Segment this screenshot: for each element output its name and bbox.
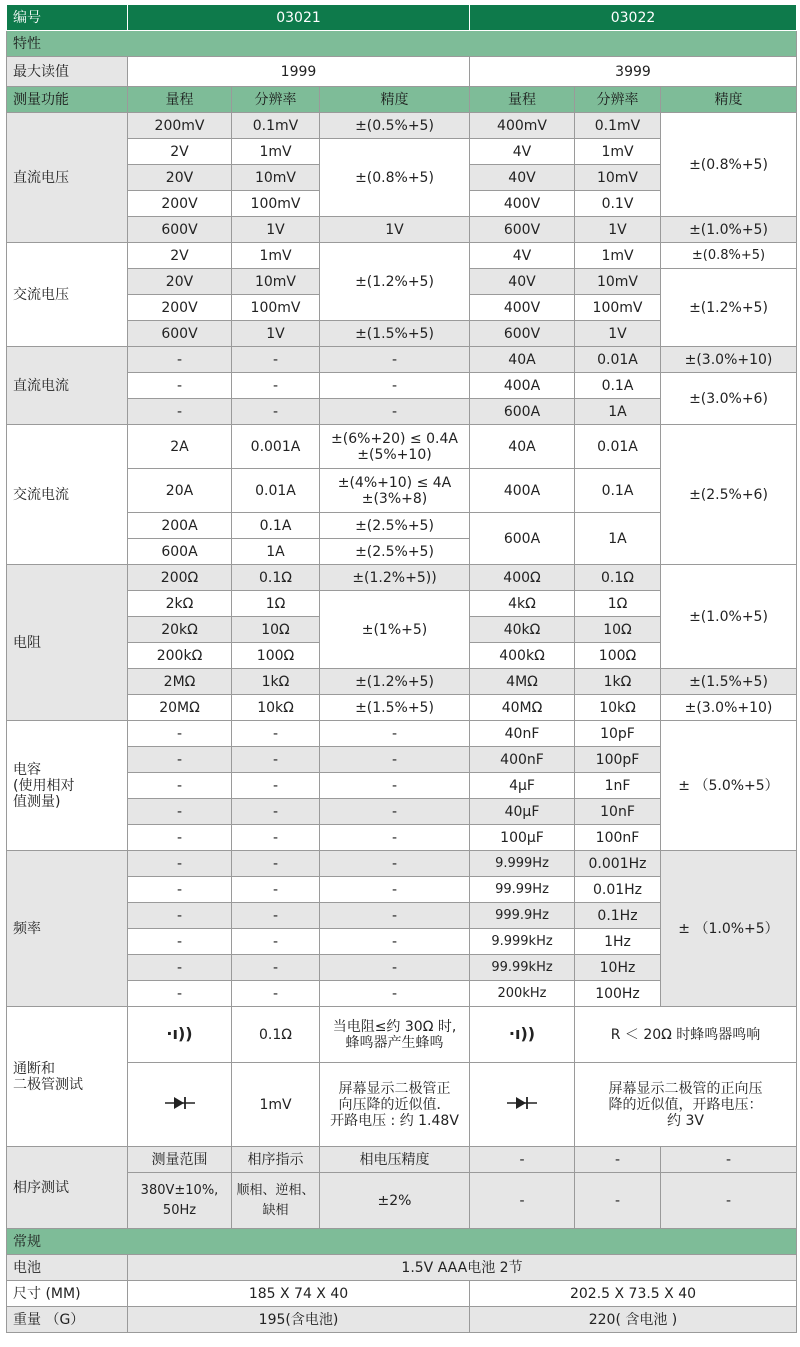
cell: 1Hz xyxy=(575,929,661,955)
cell: - xyxy=(128,903,232,929)
cell: 200A xyxy=(128,513,232,539)
cell: - xyxy=(232,851,320,877)
cell: 10Hz xyxy=(575,955,661,981)
cell: 20A xyxy=(128,469,232,513)
cell: 40V xyxy=(470,269,575,295)
cell: - xyxy=(232,877,320,903)
cell: - xyxy=(320,877,470,903)
cell: 400mV xyxy=(470,113,575,139)
cell: 1kΩ xyxy=(575,669,661,695)
func-cap: 电容 (使用相对 值测量) xyxy=(7,721,128,851)
cell: 1mV xyxy=(232,1063,320,1147)
cell: 10nF xyxy=(575,799,661,825)
cell: 10mV xyxy=(575,269,661,295)
cell: ±2% xyxy=(320,1173,470,1229)
cell: - xyxy=(320,773,470,799)
func-cont: 通断和 二极管测试 xyxy=(7,1007,128,1147)
cell: 200Ω xyxy=(128,565,232,591)
header-label: 编号 xyxy=(7,5,128,31)
cell: - xyxy=(232,981,320,1007)
cell: - xyxy=(232,399,320,425)
func-aca: 交流电流 xyxy=(7,425,128,565)
cell: 1A xyxy=(575,399,661,425)
cell: 0.1A xyxy=(575,373,661,399)
section-general: 常规 xyxy=(7,1229,797,1255)
cell: 1V xyxy=(320,217,470,243)
cell: 1Ω xyxy=(232,591,320,617)
max-reading-b: 3999 xyxy=(470,57,797,87)
weight-a: 195(含电池) xyxy=(128,1307,470,1333)
col-range-b: 量程 xyxy=(470,87,575,113)
cell: ±(2.5%+5) xyxy=(320,539,470,565)
cell: 100mV xyxy=(232,191,320,217)
cell: 顺相、逆相、 缺相 xyxy=(232,1173,320,1229)
buzzer-icon-a xyxy=(128,1007,232,1063)
cell: 0.1Ω xyxy=(575,565,661,591)
cell: 0.01A xyxy=(575,347,661,373)
cell: 200kHz xyxy=(470,981,575,1007)
cell: - xyxy=(661,1173,797,1229)
weight-label: 重量 （G） xyxy=(7,1307,128,1333)
cell: - xyxy=(320,825,470,851)
cell: 0.1A xyxy=(575,469,661,513)
max-reading-row xyxy=(7,57,797,87)
cell: - xyxy=(575,1147,661,1173)
cell: 40A xyxy=(470,425,575,469)
battery-row xyxy=(7,1255,797,1281)
cell: ±(1.5%+5) xyxy=(661,669,797,695)
cell: 400V xyxy=(470,191,575,217)
cell: ±(1.2%+5) xyxy=(320,669,470,695)
cell: 屏幕显示二极管的正向压 降的近似值，开路电压： 约 3V xyxy=(575,1063,797,1147)
table-row xyxy=(7,243,797,269)
cell: 当电阻≤约 30Ω 时, 蜂鸣器产生蜂鸣 xyxy=(320,1007,470,1063)
cell: 600A xyxy=(128,539,232,565)
cell: - xyxy=(128,773,232,799)
cell: 380V±10%, 50Hz xyxy=(128,1173,232,1229)
cell: 0.1mV xyxy=(575,113,661,139)
func-res: 电阻 xyxy=(7,565,128,721)
cell: 1mV xyxy=(575,139,661,165)
cell: - xyxy=(128,877,232,903)
cell: - xyxy=(575,1173,661,1229)
cell: 100Ω xyxy=(575,643,661,669)
cell: - xyxy=(128,929,232,955)
cell: 2MΩ xyxy=(128,669,232,695)
cell: - xyxy=(470,1173,575,1229)
table-row xyxy=(7,721,797,747)
cell: 0.1mV xyxy=(232,113,320,139)
cell: 100mV xyxy=(232,295,320,321)
cell: 10Ω xyxy=(575,617,661,643)
cell: 20kΩ xyxy=(128,617,232,643)
diode-icon-a xyxy=(128,1063,232,1147)
cell: 100μF xyxy=(470,825,575,851)
cell: - xyxy=(128,955,232,981)
cell: 0.01A xyxy=(575,425,661,469)
buzzer-icon: ·ı)) xyxy=(508,1024,536,1043)
cell: 100nF xyxy=(575,825,661,851)
cell: 400V xyxy=(470,295,575,321)
cell: 100Hz xyxy=(575,981,661,1007)
table-row xyxy=(7,347,797,373)
cell: 200V xyxy=(128,191,232,217)
cell: - xyxy=(232,825,320,851)
cell: - xyxy=(128,747,232,773)
cell: 99.99Hz xyxy=(470,877,575,903)
cell: 40kΩ xyxy=(470,617,575,643)
cell: ±(0.8%+5) xyxy=(661,243,797,269)
cell: 2kΩ xyxy=(128,591,232,617)
cell: - xyxy=(320,747,470,773)
cell: 40V xyxy=(470,165,575,191)
cell: - xyxy=(320,347,470,373)
cell: 400A xyxy=(470,373,575,399)
cell: ±(0.8%+5) xyxy=(661,113,797,217)
cell: 1V xyxy=(575,217,661,243)
col-accuracy-a: 精度 xyxy=(320,87,470,113)
cell: 测量范围 xyxy=(128,1147,232,1173)
size-a: 185 X 74 X 40 xyxy=(128,1281,470,1307)
cell: 4MΩ xyxy=(470,669,575,695)
cell: 1A xyxy=(575,513,661,565)
cell: 400kΩ xyxy=(470,643,575,669)
diode-icon xyxy=(165,1096,195,1110)
cell: - xyxy=(232,373,320,399)
cell: 1kΩ xyxy=(232,669,320,695)
col-function: 测量功能 xyxy=(7,87,128,113)
table-row xyxy=(7,1147,797,1173)
column-header-row xyxy=(7,87,797,113)
cell: 20MΩ xyxy=(128,695,232,721)
cell: 100pF xyxy=(575,747,661,773)
cell: - xyxy=(128,851,232,877)
cell: 2V xyxy=(128,243,232,269)
cell: 10kΩ xyxy=(575,695,661,721)
cell: 400nF xyxy=(470,747,575,773)
cell: 100mV xyxy=(575,295,661,321)
spec-table xyxy=(6,4,797,1333)
cell: 4μF xyxy=(470,773,575,799)
cell: 600V xyxy=(128,217,232,243)
cell: 0.1Ω xyxy=(232,565,320,591)
cell: 0.01A xyxy=(232,469,320,513)
cell: 0.1A xyxy=(232,513,320,539)
buzzer-icon-b xyxy=(470,1007,575,1063)
cell: 4V xyxy=(470,243,575,269)
cell: 屏幕显示二极管正 向压降的近似值． 开路电压 : 约 1.48V xyxy=(320,1063,470,1147)
cell: - xyxy=(232,773,320,799)
weight-b: 220( 含电池 ) xyxy=(470,1307,797,1333)
cell: - xyxy=(232,747,320,773)
cell: 1V xyxy=(575,321,661,347)
cell: ± （1.0%+5） xyxy=(661,851,797,1007)
model-b-title: 03022 xyxy=(470,5,797,31)
cell: 600A xyxy=(470,399,575,425)
cell: 1V xyxy=(232,321,320,347)
cell: 0.1Ω xyxy=(232,1007,320,1063)
cell: 40nF xyxy=(470,721,575,747)
model-a-title: 03021 xyxy=(128,5,470,31)
cell: 9.999kHz xyxy=(470,929,575,955)
cell: 200V xyxy=(128,295,232,321)
cell: - xyxy=(232,929,320,955)
func-dcv: 直流电压 xyxy=(7,113,128,243)
cell: - xyxy=(128,825,232,851)
cell: ± （5.0%+5） xyxy=(661,721,797,851)
cell: ±(1.5%+5) xyxy=(320,695,470,721)
diode-icon-b xyxy=(470,1063,575,1147)
cell: - xyxy=(661,1147,797,1173)
cell: 10kΩ xyxy=(232,695,320,721)
max-reading-a: 1999 xyxy=(128,57,470,87)
cell: 200mV xyxy=(128,113,232,139)
size-b: 202.5 X 73.5 X 40 xyxy=(470,1281,797,1307)
cell: ±(6%+20) ≤ 0.4A ±(5%+10) xyxy=(320,425,470,469)
cell: - xyxy=(128,399,232,425)
cell: 2A xyxy=(128,425,232,469)
cell: ±(0.8%+5) xyxy=(320,139,470,217)
cell: - xyxy=(320,399,470,425)
cell: 600A xyxy=(470,513,575,565)
cell: 9.999Hz xyxy=(470,851,575,877)
cell: 20V xyxy=(128,165,232,191)
cell: 10mV xyxy=(232,269,320,295)
cell: R ＜ 20Ω 时蜂鸣器鸣响 xyxy=(575,1007,797,1063)
col-accuracy-b: 精度 xyxy=(661,87,797,113)
cell: 40MΩ xyxy=(470,695,575,721)
cell: ±(1%+5) xyxy=(320,591,470,669)
cell: 99.99kHz xyxy=(470,955,575,981)
cell: - xyxy=(232,955,320,981)
cell: 相电压精度 xyxy=(320,1147,470,1173)
cell: ±(1.2%+5) xyxy=(661,269,797,347)
cell: ±(2.5%+5) xyxy=(320,513,470,539)
header-row xyxy=(7,5,797,31)
cell: 40A xyxy=(470,347,575,373)
func-phase: 相序测试 xyxy=(7,1147,128,1229)
cell: 600V xyxy=(470,321,575,347)
cell: ±(3.0%+10) xyxy=(661,347,797,373)
cell: 1mV xyxy=(232,243,320,269)
cell: ±(3.0%+10) xyxy=(661,695,797,721)
cell: - xyxy=(128,799,232,825)
cell: 20V xyxy=(128,269,232,295)
col-resolution-a: 分辨率 xyxy=(232,87,320,113)
section-row xyxy=(7,31,797,57)
cell: 400A xyxy=(470,469,575,513)
cell: 0.01Hz xyxy=(575,877,661,903)
cell: 100Ω xyxy=(232,643,320,669)
cell: 4V xyxy=(470,139,575,165)
func-dca: 直流电流 xyxy=(7,347,128,425)
section-characteristics: 特性 xyxy=(7,31,797,57)
cell: - xyxy=(232,799,320,825)
cell: 1mV xyxy=(575,243,661,269)
cell: 600V xyxy=(128,321,232,347)
cell: 1A xyxy=(232,539,320,565)
cell: - xyxy=(470,1147,575,1173)
cell: 1mV xyxy=(232,139,320,165)
cell: ±(1.0%+5) xyxy=(661,217,797,243)
cell: - xyxy=(232,347,320,373)
cell: 1V xyxy=(232,217,320,243)
cell: - xyxy=(320,851,470,877)
section-row xyxy=(7,1229,797,1255)
table-row xyxy=(7,851,797,877)
cell: ±(4%+10) ≤ 4A ±(3%+8) xyxy=(320,469,470,513)
table-row xyxy=(7,565,797,591)
cell: - xyxy=(128,373,232,399)
cell: 0.001A xyxy=(232,425,320,469)
func-freq: 频率 xyxy=(7,851,128,1007)
cell: 4kΩ xyxy=(470,591,575,617)
func-acv: 交流电压 xyxy=(7,243,128,347)
cell: 1Ω xyxy=(575,591,661,617)
cell: 10mV xyxy=(575,165,661,191)
diode-icon xyxy=(507,1096,537,1110)
table-row xyxy=(7,113,797,139)
cell: ±(1.2%+5)) xyxy=(320,565,470,591)
cell: - xyxy=(128,981,232,1007)
cell: ±(1.2%+5) xyxy=(320,243,470,321)
cell: 200kΩ xyxy=(128,643,232,669)
table-row xyxy=(7,425,797,469)
size-row xyxy=(7,1281,797,1307)
cell: 1nF xyxy=(575,773,661,799)
cell: - xyxy=(128,347,232,373)
buzzer-icon: ·ı)) xyxy=(166,1024,193,1043)
size-label: 尺寸 (MM) xyxy=(7,1281,128,1307)
cell: - xyxy=(320,955,470,981)
cell: 10mV xyxy=(232,165,320,191)
max-reading-label: 最大读值 xyxy=(7,57,128,87)
cell: ±(0.5%+5) xyxy=(320,113,470,139)
cell: 999.9Hz xyxy=(470,903,575,929)
cell: 0.1V xyxy=(575,191,661,217)
weight-row xyxy=(7,1307,797,1333)
cell: - xyxy=(320,721,470,747)
cell: ±(2.5%+6) xyxy=(661,425,797,565)
cell: ±(1.5%+5) xyxy=(320,321,470,347)
cell: ±(3.0%+6) xyxy=(661,373,797,425)
cell: - xyxy=(320,981,470,1007)
cell: 相序指示 xyxy=(232,1147,320,1173)
cell: - xyxy=(232,903,320,929)
table-row xyxy=(7,1007,797,1063)
cell: - xyxy=(320,373,470,399)
cell: 0.001Hz xyxy=(575,851,661,877)
cell: - xyxy=(128,721,232,747)
cell: 40μF xyxy=(470,799,575,825)
cell: - xyxy=(320,929,470,955)
cell: 600V xyxy=(470,217,575,243)
battery-label: 电池 xyxy=(7,1255,128,1281)
cell: 0.1Hz xyxy=(575,903,661,929)
cell: - xyxy=(232,721,320,747)
cell: - xyxy=(320,903,470,929)
battery-value: 1.5V AAA电池 2节 xyxy=(128,1255,797,1281)
col-resolution-b: 分辨率 xyxy=(575,87,661,113)
col-range-a: 量程 xyxy=(128,87,232,113)
cell: 2V xyxy=(128,139,232,165)
cell: 400Ω xyxy=(470,565,575,591)
cell: 10Ω xyxy=(232,617,320,643)
cell: ±(1.0%+5) xyxy=(661,565,797,669)
cell: 10pF xyxy=(575,721,661,747)
cell: - xyxy=(320,799,470,825)
